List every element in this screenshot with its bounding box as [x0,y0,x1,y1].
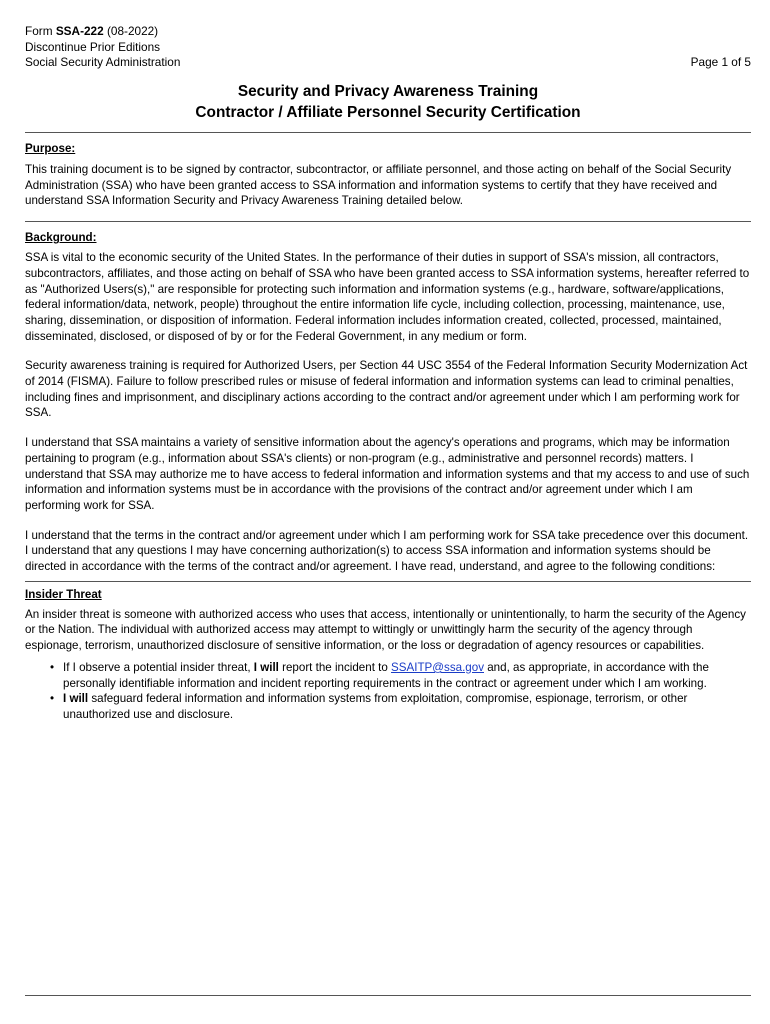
list-item: • I will safeguard federal information and information systems from exploitation, compromise, espionage, terrorism, or other unauthorized use and disclosure. [50,692,688,721]
divider [25,221,751,222]
form-number: SSA-222 [55,24,104,38]
background-heading: Background: [25,231,97,245]
background-paragraph-4: I understand that the terms in the contract and/or agreement under which I am performing work for SSA take precedence over this document. I understand that any questions I may have concerning authorization(s) to access SSA information and information systems should be directed in accordance with the terms of the contract and/or agreement. I have read, understand, and agree to the following conditions: [25,528,749,574]
purpose-text: This training document is to be signed by contractor, subcontractor, or affiliate personnel, and those acting on behalf of the Social Security Administration (SSA) who have been granted access to SSA information and information systems to certify that they have received and understand SSA Information Security and Privacy Awareness Training detailed below. [25,163,732,208]
background-paragraph-3: I understand that SSA maintains a variety of sensitive information about the agency's operations and programs, which may be information pertaining to program (e.g., information about SSA's clients) or non-program (e.g., administrative and personnel records) matters. I understand that SSA may authorize me to have access to federal information and information systems and that my access to and use of such information and information systems must be in accordance with the provisions of the contract and/or agreement under which I am performing work for SSA. [25,436,750,512]
document-title [25,81,751,123]
form-id-line: Form SSA-222 (08-2022) [25,24,159,38]
agency-name: Social Security Administration [25,55,181,69]
background-paragraph-2: Security awareness training is required for Authorized Users, per Section 44 USC 3554 of the Federal Information Security Modernization Act of 2014 (FISMA). Failure to follow prescribed rules or misuse of federal information and information systems can lead to criminal penalties, including fines and imprisonment, and disciplinary actions according to the contract and/or agreement under which I am performing work for SSA. [25,359,748,420]
form-header [25,24,751,70]
bullet-icon: • [50,692,55,706]
page-number: Page 1 of 5 [690,55,751,69]
insider-threat-text: An insider threat is someone with authorized access who uses that access, intentionally or unintentionally, to harm the security of the Agency or the Nation. The individual with authorized access may attempt to wittingly or unwittingly harm the security of the agency through espionage, terrorism, unauthorized disclosure of sensitive information, or the loss or degradation of agency resources or capabilities. [25,607,746,653]
purpose-heading: Purpose: [25,142,76,155]
background-paragraph-1: SSA is vital to the economic security of the United States. In the performance of their duties in support of SSA's mission, all contractors, subcontractors, affiliates, and those acting on behalf of SSA who have been granted access to SSA information systems, hereafter referred to as "Authorized Users(s)," are responsible for protecting such information and information systems (e.g., hardware, software/applications, federal information/data, network, people) throughout the entire information life cycle, including collection, processing, maintenance, use, sharing, dissemination, or disposition of information. Federal information includes information created, collected, processed, maintained, disseminated, disclosed, or disposed of by or for the Federal Government, in any medium or form. [25,251,750,343]
report-email-link[interactable]: SSAITP@ssa.gov [391,660,484,674]
list-item: • If I observe a potential insider threat, I will report the incident to SSAITP@ssa.gov and, as appropriate, in accordance with the personally identifiable information and incident reporting requirements in the contract or agreement under which I am working. [50,660,709,690]
title-line-1: Security and Privacy Awareness Training [237,83,539,100]
footer-divider [25,995,751,996]
divider [25,132,751,133]
title-line-2: Contractor / Affiliate Personnel Security Certification [195,104,581,121]
discontinue-note: Discontinue Prior Editions [25,39,161,54]
insider-threat-heading: Insider Threat [25,587,102,601]
divider [25,581,751,582]
bullet-icon: • [50,660,55,674]
insider-threat-list [25,660,751,723]
form-date: (08-2022) [103,24,159,38]
document-page [25,24,751,723]
